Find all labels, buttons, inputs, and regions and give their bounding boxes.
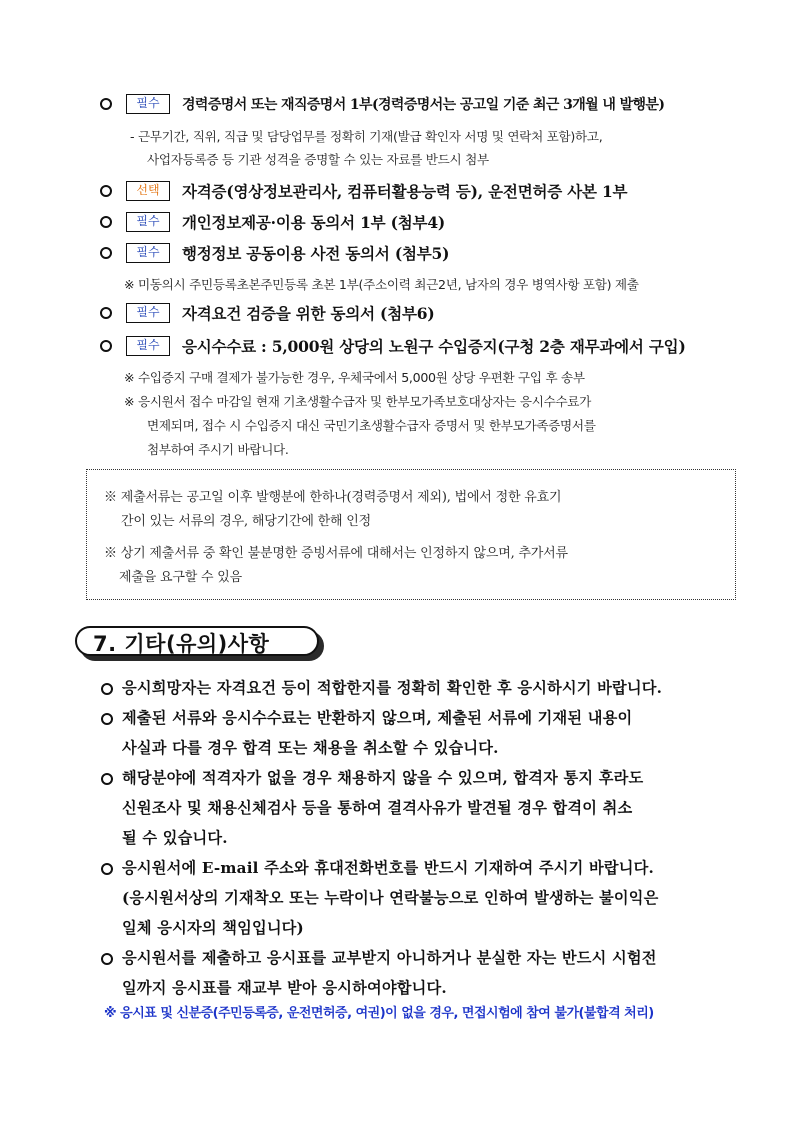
requirement-item — [100, 242, 449, 264]
notice-line: ※ 상기 제출서류 중 확인 불분명한 증빙서류에 대해서는 인정하지 않으며, 추가서류 — [104, 546, 568, 561]
caution-line: 해당분야에 적격자가 없을 경우 채용하지 않을 수 있으며, 합격자 통지 후라도 — [122, 769, 644, 787]
requirement-item — [100, 180, 627, 202]
required-tag: 필수 — [126, 303, 170, 323]
requirement-note: 첨부하여 주시기 바랍니다. — [147, 442, 289, 457]
caution-line: 사실과 다를 경우 합격 또는 채용을 취소할 수 있습니다. — [122, 739, 499, 757]
required-tag: 필수 — [126, 212, 170, 232]
circle-bullet-icon — [100, 340, 112, 352]
caution-line: 신원조사 및 채용신체검사 등을 통하여 결격사유가 발견될 경우 합격이 취소 — [122, 799, 633, 817]
requirement-text: 경력증명서 또는 재직증명서 1부(경력증명서는 공고일 기준 최근 3개월 내 발행분) — [182, 97, 665, 113]
required-tag: 필수 — [126, 336, 170, 356]
requirement-text: 자격요건 검증을 위한 동의서 (첨부6) — [182, 304, 435, 323]
requirement-item — [100, 94, 664, 114]
section-header — [75, 626, 325, 662]
required-tag: 필수 — [126, 94, 170, 114]
requirement-note: 사업자등록증 등 기관 성격을 증명할 수 있는 자료를 반드시 첨부 — [147, 152, 489, 167]
notice-line: ※ 제출서류는 공고일 이후 발행분에 한하나(경력증명서 제외), 법에서 정한 유효기 — [104, 490, 562, 505]
requirement-note: ※ 수입증지 구매 결제가 불가능한 경우, 우체국에서 5,000원 상당 우편환 구입 후 송부 — [124, 370, 585, 385]
section-title: 7. 기타(유의)사항 — [93, 632, 270, 656]
caution-line: 될 수 있습니다. — [122, 829, 228, 847]
notice-line: 간이 있는 서류의 경우, 해당기간에 한해 인정 — [121, 514, 371, 529]
circle-bullet-icon — [101, 683, 113, 695]
requirement-text: 자격증(영상정보관리사, 컴퓨터활용능력 등), 운전면허증 사본 1부 — [182, 182, 628, 201]
circle-bullet-icon — [100, 98, 112, 110]
requirement-note: ※ 미동의시 주민등록초본주민등록 초본 1부(주소이력 최근2년, 남자의 경우 병역사항 포함) 제출 — [124, 277, 639, 292]
circle-bullet-icon — [100, 247, 112, 259]
circle-bullet-icon — [100, 216, 112, 228]
requirement-item — [100, 211, 445, 233]
caution-line: 일체 응시자의 책임입니다) — [122, 919, 304, 937]
caution-line: 응시희망자는 자격요건 등이 적합한지를 정확히 확인한 후 응시하시기 바랍니다. — [122, 679, 663, 697]
caution-line: 응시원서에 E-mail 주소와 휴대전화번호를 반드시 기재하여 주시기 바랍니다. — [122, 859, 654, 877]
requirement-note: - 근무기간, 직위, 직급 및 담당업무를 정확히 기재(발급 확인자 서명 및 연락처 포함)하고, — [130, 129, 603, 144]
requirement-text: 행정정보 공동이용 사전 동의서 (첨부5) — [182, 244, 450, 263]
caution-line: 일까지 응시표를 재교부 받아 응시하여야합니다. — [122, 979, 447, 997]
requirement-item — [100, 335, 686, 357]
circle-bullet-icon — [100, 185, 112, 197]
optional-tag: 선택 — [126, 181, 170, 201]
circle-bullet-icon — [101, 713, 113, 725]
requirement-note: ※ 응시원서 접수 마감일 현재 기초생활수급자 및 한부모가족보호대상자는 응시수수료가 — [124, 394, 592, 409]
final-note: ※ 응시표 및 신분증(주민등록증, 운전면허증, 여권)이 없을 경우, 면접시험에 참여 불가(불합격 처리) — [104, 1006, 654, 1021]
notice-line: 제출을 요구할 수 있음 — [119, 570, 243, 585]
requirement-note: 면제되며, 접수 시 수입증지 대신 국민기초생활수급자 증명서 및 한부모가족증명서를 — [147, 418, 596, 433]
required-tag: 필수 — [126, 243, 170, 263]
caution-line: 응시원서를 제출하고 응시표를 교부받지 아니하거나 분실한 자는 반드시 시험전 — [122, 949, 657, 967]
circle-bullet-icon — [101, 773, 113, 785]
circle-bullet-icon — [101, 953, 113, 965]
circle-bullet-icon — [100, 307, 112, 319]
requirement-text: 응시수수료 : 5,000원 상당의 노원구 수입증지(구청 2층 재무과에서 구입) — [182, 337, 686, 356]
circle-bullet-icon — [101, 863, 113, 875]
caution-line: 제출된 서류와 응시수수료는 반환하지 않으며, 제출된 서류에 기재된 내용이 — [122, 709, 633, 727]
requirement-text: 개인정보제공·이용 동의서 1부 (첨부4) — [182, 213, 446, 232]
caution-line: (응시원서상의 기재착오 또는 누락이나 연락불능으로 인하여 발생하는 불이익은 — [122, 889, 659, 907]
requirement-item — [100, 302, 434, 324]
